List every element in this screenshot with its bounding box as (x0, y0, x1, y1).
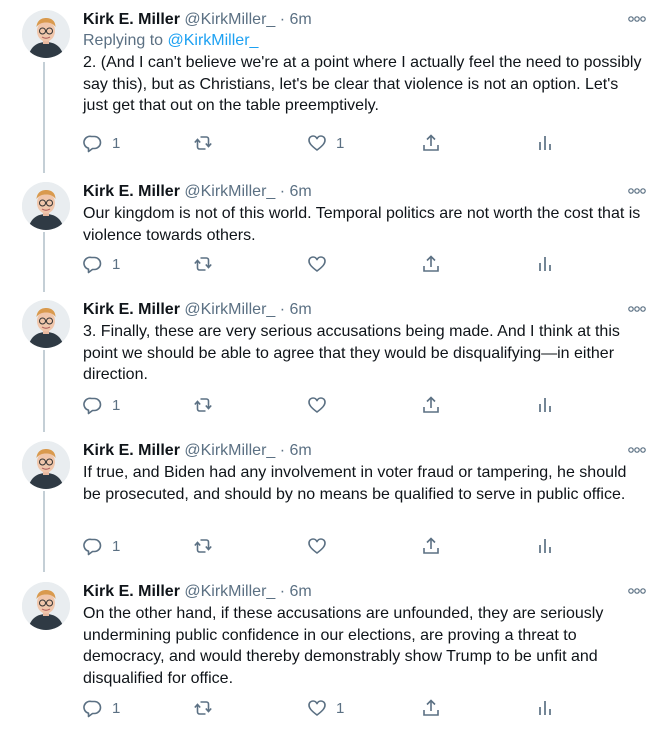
separator: · (279, 183, 286, 200)
more-icon[interactable] (627, 586, 647, 596)
author-name[interactable]: Kirk E. Miller (83, 183, 180, 200)
reply-icon (83, 133, 103, 153)
author-handle[interactable]: @KirkMiller_ (184, 301, 276, 318)
author-name[interactable]: Kirk E. Miller (83, 11, 180, 28)
analytics-icon (535, 254, 555, 274)
author-handle[interactable]: @KirkMiller_ (184, 583, 276, 600)
like-count: 1 (336, 134, 345, 152)
share-button[interactable] (421, 131, 441, 155)
tweet[interactable] (0, 0, 665, 170)
tweet-content (83, 181, 643, 246)
more-icon[interactable] (627, 445, 647, 455)
tweet-actions (83, 252, 563, 276)
more-icon[interactable] (627, 304, 647, 314)
reply-count: 1 (112, 699, 121, 717)
like-button[interactable] (307, 696, 344, 720)
reply-count: 1 (112, 537, 121, 555)
author-name[interactable]: Kirk E. Miller (83, 583, 180, 600)
reply-count: 1 (112, 134, 121, 152)
reply-button[interactable] (83, 393, 120, 417)
separator: · (279, 442, 286, 459)
tweet[interactable] (0, 431, 665, 572)
analytics-icon (535, 133, 555, 153)
like-button[interactable] (307, 534, 336, 558)
retweet-button[interactable] (193, 131, 222, 155)
reply-count: 1 (112, 255, 121, 273)
more-icon[interactable] (627, 14, 647, 24)
tweet[interactable] (0, 172, 665, 290)
like-icon (307, 133, 327, 153)
retweet-button[interactable] (193, 696, 222, 720)
like-icon (307, 698, 327, 718)
tweet-text: If true, and Biden had any involvement in voter fraud or tampering, he should be prosecuted, and should by no means be qualified to serve in public office. (83, 464, 627, 503)
analytics-button[interactable] (535, 696, 555, 720)
reply-button[interactable] (83, 252, 120, 276)
more-icon[interactable] (627, 186, 647, 196)
reply-button[interactable] (83, 131, 120, 155)
separator: · (279, 11, 286, 28)
retweet-button[interactable] (193, 534, 222, 558)
replying-to-label: Replying to (83, 32, 168, 49)
like-icon (307, 254, 327, 274)
like-button[interactable] (307, 131, 344, 155)
tweet[interactable] (0, 572, 665, 736)
tweet-content (83, 440, 643, 505)
retweet-icon (193, 698, 213, 718)
avatar[interactable] (22, 300, 70, 348)
like-icon (307, 395, 327, 415)
replying-to (83, 30, 643, 51)
tweet-actions (83, 393, 563, 417)
analytics-icon (535, 698, 555, 718)
author-name[interactable]: Kirk E. Miller (83, 442, 180, 459)
timestamp[interactable]: 6m (289, 583, 312, 600)
analytics-button[interactable] (535, 393, 555, 417)
replying-to-handle[interactable]: @KirkMiller_ (167, 32, 259, 49)
share-icon (421, 395, 441, 415)
tweet-header (83, 9, 643, 30)
tweet[interactable] (0, 290, 665, 431)
timestamp[interactable]: 6m (289, 11, 312, 28)
share-icon (421, 133, 441, 153)
like-count: 1 (336, 699, 345, 717)
retweet-button[interactable] (193, 252, 222, 276)
share-icon (421, 254, 441, 274)
analytics-icon (535, 395, 555, 415)
like-button[interactable] (307, 393, 336, 417)
like-button[interactable] (307, 252, 336, 276)
tweet-actions (83, 696, 563, 720)
avatar[interactable] (22, 582, 70, 630)
reply-icon (83, 536, 103, 556)
analytics-icon (535, 536, 555, 556)
share-button[interactable] (421, 696, 441, 720)
reply-icon (83, 698, 103, 718)
share-button[interactable] (421, 534, 441, 558)
author-handle[interactable]: @KirkMiller_ (184, 183, 276, 200)
tweet-text: 3. Finally, these are very serious accusations being made. And I think at this point we should be able to agree that they would be disqualifying—in either direction. (83, 323, 620, 383)
analytics-button[interactable] (535, 131, 555, 155)
separator: · (279, 583, 286, 600)
separator: · (279, 301, 286, 318)
tweet-content (83, 581, 643, 689)
reply-button[interactable] (83, 696, 120, 720)
analytics-button[interactable] (535, 252, 555, 276)
share-icon (421, 536, 441, 556)
retweet-icon (193, 395, 213, 415)
avatar[interactable] (22, 10, 70, 58)
like-icon (307, 536, 327, 556)
analytics-button[interactable] (535, 534, 555, 558)
retweet-icon (193, 254, 213, 274)
author-handle[interactable]: @KirkMiller_ (184, 11, 276, 28)
reply-button[interactable] (83, 534, 120, 558)
share-button[interactable] (421, 393, 441, 417)
retweet-icon (193, 536, 213, 556)
tweet-content (83, 299, 643, 386)
author-name[interactable]: Kirk E. Miller (83, 301, 180, 318)
avatar[interactable] (22, 182, 70, 230)
tweet-text: Our kingdom is not of this world. Temporal politics are not worth the cost that is violence towards others. (83, 205, 641, 244)
timestamp[interactable]: 6m (289, 442, 312, 459)
timestamp[interactable]: 6m (289, 183, 312, 200)
tweet-text: On the other hand, if these accusations are unfounded, they are seriously undermining public confidence in our elections, are proving a threat to democracy, and would thereby demonstrably show Trump to be unfit and disqualified for office. (83, 605, 604, 687)
tweet-text: 2. (And I can't believe we're at a point where I actually feel the need to possibly say this), but as Christians, let's be clear that violence is not an option. Let's just get that out on the table preemptively. (83, 54, 642, 114)
tweet-header (83, 581, 643, 602)
author-handle[interactable]: @KirkMiller_ (184, 442, 276, 459)
avatar[interactable] (22, 441, 70, 489)
tweet-header (83, 299, 643, 320)
tweet-actions (83, 131, 563, 155)
reply-count: 1 (112, 396, 121, 414)
reply-icon (83, 254, 103, 274)
tweet-header (83, 440, 643, 461)
retweet-button[interactable] (193, 393, 222, 417)
timestamp[interactable]: 6m (289, 301, 312, 318)
reply-icon (83, 395, 103, 415)
tweet-actions (83, 534, 563, 558)
tweet-content (83, 9, 643, 117)
share-icon (421, 698, 441, 718)
share-button[interactable] (421, 252, 441, 276)
retweet-icon (193, 133, 213, 153)
tweet-header (83, 181, 643, 202)
